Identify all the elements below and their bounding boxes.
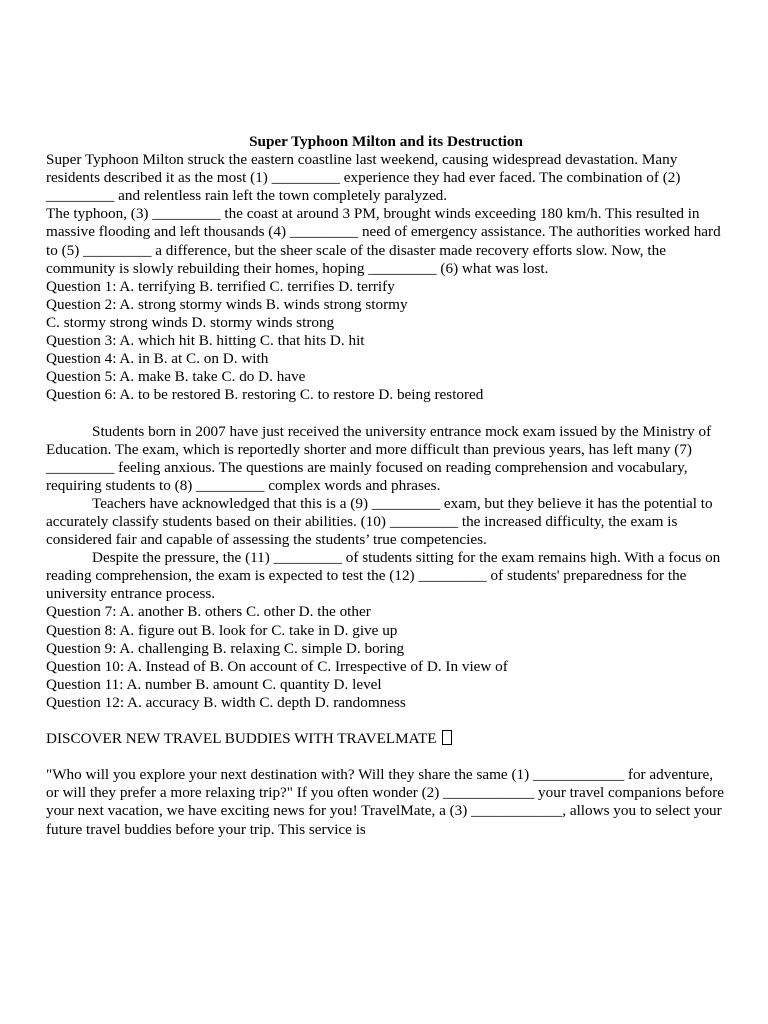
question-line: Question 7: A. another B. others C. other D. the other — [46, 603, 371, 621]
document-page — [46, 133, 726, 839]
paragraph-typhoon-2: The typhoon, (3) _________ the coast at around 3 PM, brought winds exceeding 180 km/h. This resulted in massive flooding and left thousands (4) _________ need of emergency assistance. The authorities worked hard to (5) _________ a difference, but the sheer scale of the disaster made recovery efforts slow. Now, the community is slowly rebuilding their homes, hoping _________ (6) what was lost. — [46, 205, 721, 277]
spacer — [46, 748, 726, 766]
paragraph-travel-1: "Who will you explore your next destination with? Will they share the same (1) ____________ for adventure, or will they prefer a more relaxing trip?" If you often wonder (2) ____________ your travel companions before your next vacation, we have exciting news for you! TravelMate, a (3) ____________, allows you to select your future travel buddies before your trip. This service is — [46, 766, 725, 838]
question-line: Question 10: A. Instead of B. On account of C. Irrespective of D. In view of — [46, 657, 508, 675]
paragraph-typhoon-1: Super Typhoon Milton struck the eastern coastline last weekend, causing widespread devastation. Many residents described it as the most (1) _________ experience they had ever faced. The combination of (2) _________ and relentless rain left the town completely paralyzed. — [46, 151, 681, 205]
question-line: Question 5: A. make B. take C. do D. have — [46, 368, 306, 386]
question-line: Question 6: A. to be restored B. restoring C. to restore D. being restored — [46, 386, 484, 404]
question-line: C. stormy strong winds D. stormy winds strong — [46, 313, 335, 331]
question-line: Question 12: A. accuracy B. width C. depth D. randomness — [46, 693, 406, 711]
question-line: Question 3: A. which hit B. hitting C. that hits D. hit — [46, 332, 365, 350]
question-line: Question 4: A. in B. at C. on D. with — [46, 350, 269, 368]
question-line: Question 9: A. challenging B. relaxing C. simple D. boring — [46, 639, 405, 657]
spacer — [46, 712, 726, 730]
article-title: Super Typhoon Milton and its Destruction — [249, 133, 523, 150]
question-line: Question 1: A. terrifying B. terrified C. terrifies D. terrify — [46, 277, 395, 295]
paragraph-exam-1: Students born in 2007 have just received the university entrance mock exam issued by the Ministry of Education. The exam, which is reportedly shorter and more difficult than previous years, has left many (7) _________ feeling anxious. The questions are mainly focused on reading comprehension and vocabulary, requiring students to (8) _________ complex words and phrases. — [46, 422, 712, 494]
question-line: Question 2: A. strong stormy winds B. winds strong stormy — [46, 295, 408, 313]
spacer — [46, 404, 726, 422]
travel-heading — [46, 730, 726, 748]
paragraph-exam-3: Despite the pressure, the (11) _________ of students sitting for the exam remains high. With a focus on reading comprehension, the exam is expected to test the (12) _________ of students' preparedness for the university entrance process. — [46, 549, 721, 603]
question-line: Question 11: A. number B. amount C. quantity D. level — [46, 675, 382, 693]
question-line: Question 8: A. figure out B. look for C. take in D. give up — [46, 621, 398, 639]
missing-glyph-icon — [442, 730, 452, 745]
travel-heading-text: DISCOVER NEW TRAVEL BUDDIES WITH TRAVELMATE — [46, 730, 437, 748]
paragraph-exam-2: Teachers have acknowledged that this is a (9) _________ exam, but they believe it has the potential to accurately classify students based on their abilities. (10) _________ the increased difficulty, the exam is considered fair and capable of assessing the students’ true competencies. — [46, 494, 713, 549]
